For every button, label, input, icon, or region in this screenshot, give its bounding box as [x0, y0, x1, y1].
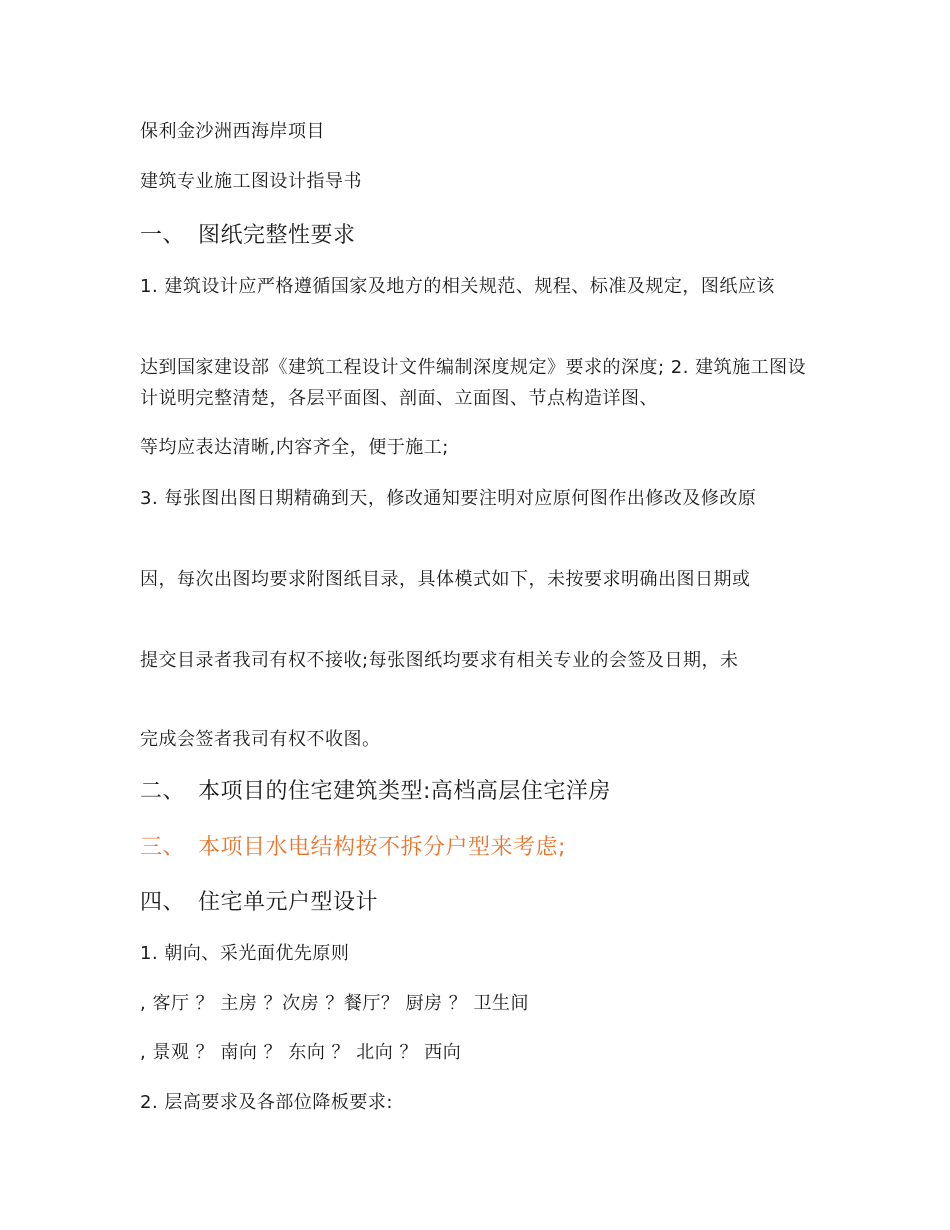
section-3-number: 三、 [140, 835, 186, 860]
document-subtitle: 建筑专业施工图设计指导书 [140, 171, 362, 192]
orientation-priority-rooms: , 客厅 ？ 主房 ？次房 ？餐厅？ 厨房 ？ 卫生间 [140, 993, 529, 1014]
section-4-title: 住宅单元户型设计 [198, 890, 379, 915]
paragraph-3: 等均应表达清晰,内容齐全，便于施工; [140, 437, 449, 458]
section-4-number: 四、 [140, 890, 186, 915]
project-title: 保利金沙洲西海岸项目 [140, 121, 325, 142]
paragraph-2: 达到国家建设部《建筑工程设计文件编制深度规定》要求的深度; 2. 建筑施工图设计说明完整清楚，各层平面图、剖面、立面图、节点构造详图、 [140, 357, 807, 409]
paragraph-7: 完成会签者我司有权不收图。 [140, 729, 381, 750]
section-1-number: 一、 [140, 223, 186, 248]
paragraph-11: 2. 层高要求及各部位降板要求: [140, 1092, 393, 1113]
paragraph-5: 因，每次出图均要求附图纸目录，具体模式如下，未按要求明确出图日期或 [140, 569, 751, 590]
section-3-title: 本项目水电结构按不拆分户型来考虑; [198, 835, 566, 860]
section-2-number: 二、 [140, 779, 186, 804]
orientation-priority-directions: , 景观 ？ 南向 ？ 东向 ？ 北向 ？ 西向 [140, 1042, 462, 1063]
paragraph-6: 提交目录者我司有权不接收;每张图纸均要求有相关专业的会签及日期，未 [140, 650, 739, 671]
section-3-heading [140, 833, 820, 863]
section-2-title: 本项目的住宅建筑类型:高档高层住宅洋房 [198, 779, 611, 804]
paragraph-4: 3. 每张图出图日期精确到天，修改通知要注明对应原何图作出修改及修改原 [140, 488, 757, 509]
paragraph-1: 1. 建筑设计应严格遵循国家及地方的相关规范、规程、标准及规定，图纸应该 [140, 276, 775, 297]
section-2-heading [140, 777, 820, 807]
paragraph-8: 1. 朝向、采光面优先原则 [140, 943, 350, 964]
section-4-heading [140, 888, 820, 918]
section-1-heading [140, 221, 820, 251]
section-1-title: 图纸完整性要求 [198, 223, 356, 248]
